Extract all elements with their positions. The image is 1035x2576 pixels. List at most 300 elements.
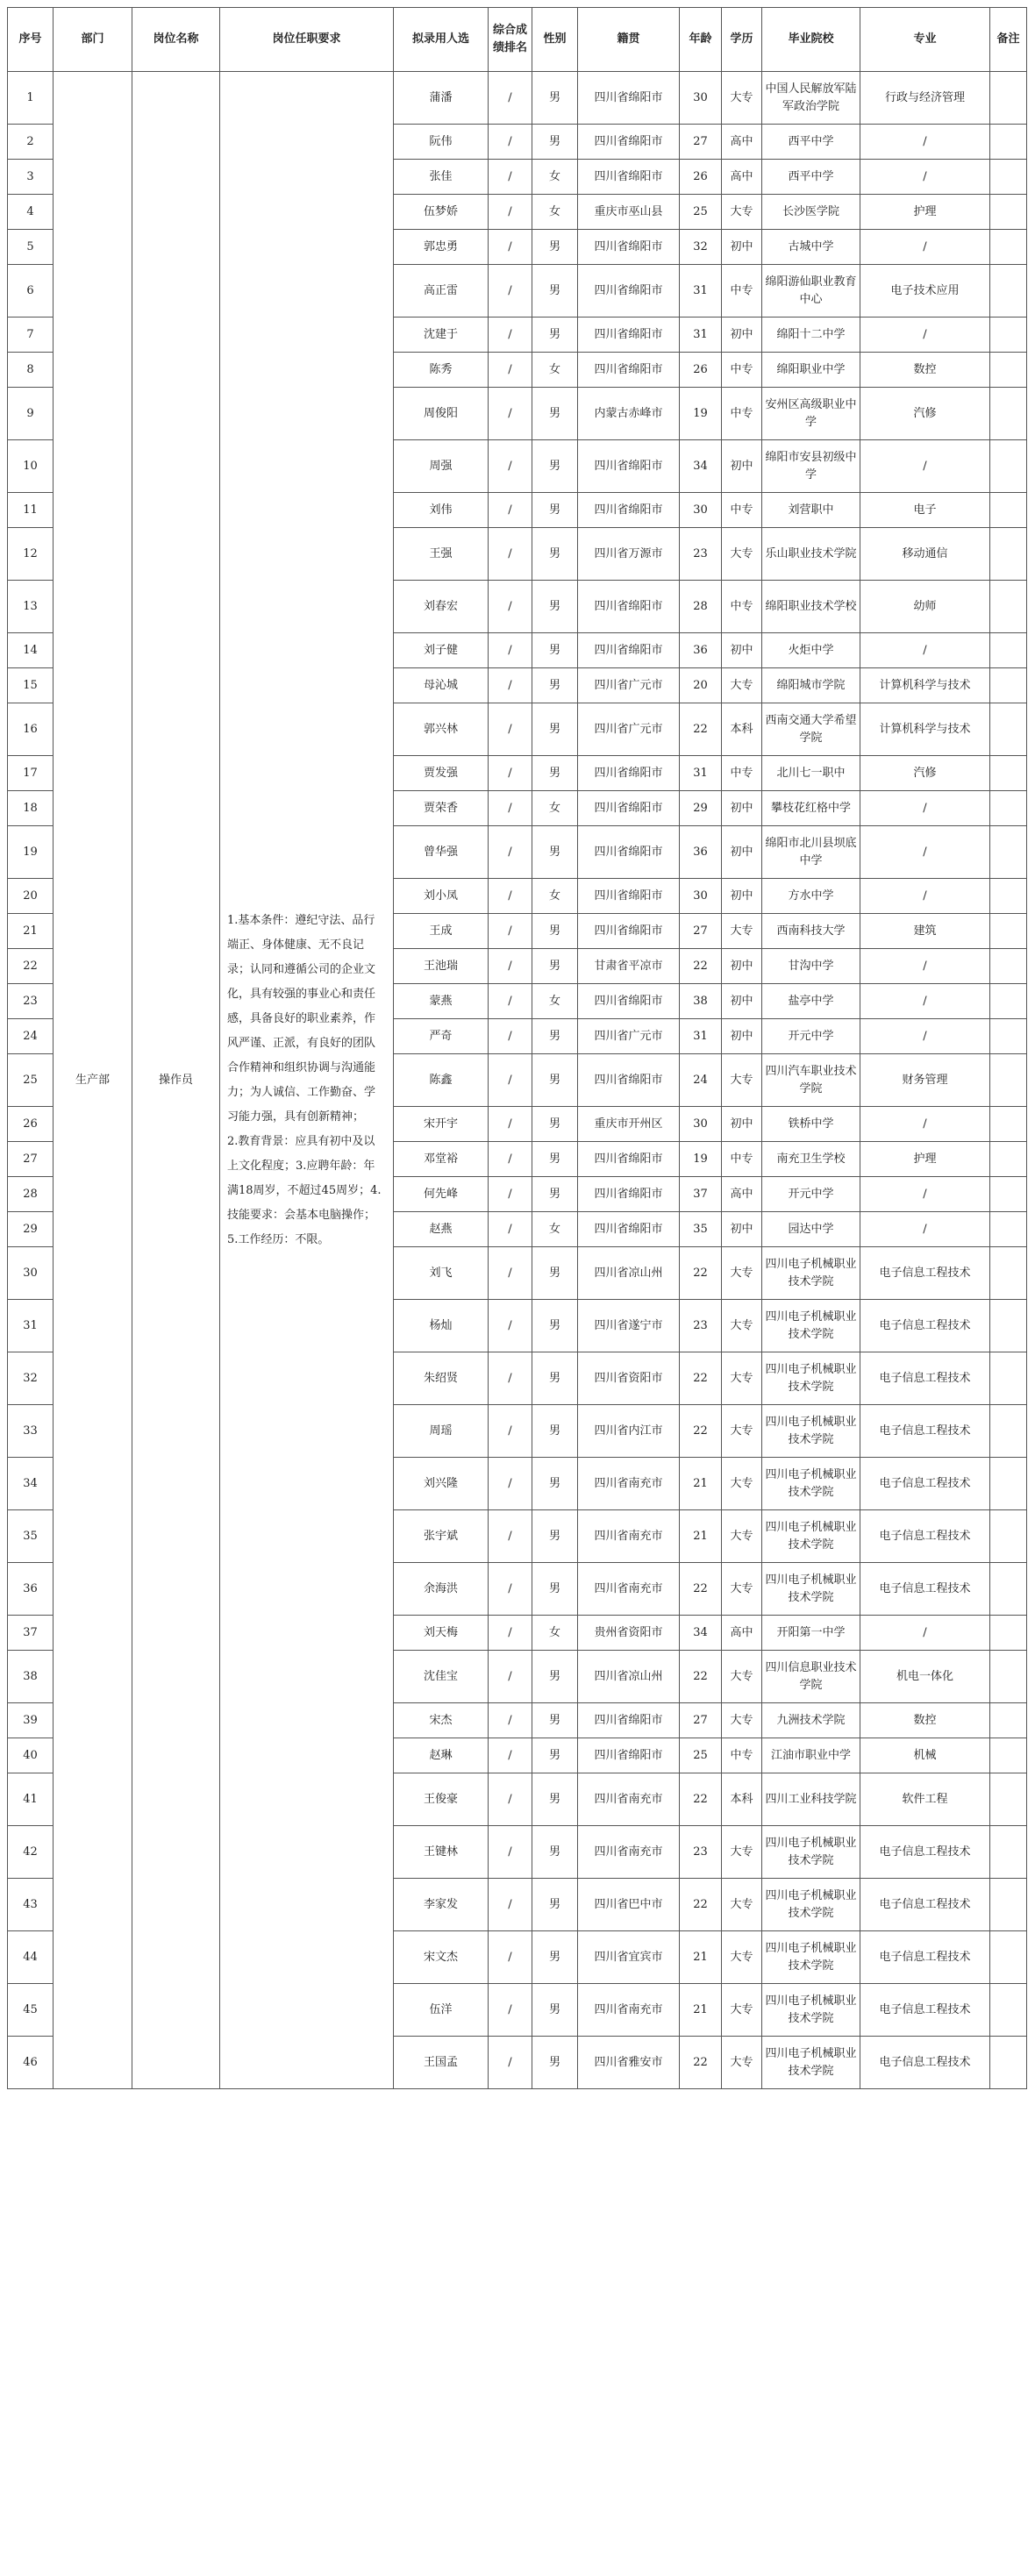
- cell-gender: 男: [532, 581, 578, 633]
- cell-origin: 四川省绵阳市: [578, 265, 680, 318]
- cell-origin: 四川省绵阳市: [578, 440, 680, 493]
- cell-age: 30: [680, 1107, 722, 1142]
- cell-major: 汽修: [860, 388, 990, 440]
- cell-no: 19: [8, 826, 54, 879]
- table-body: [8, 72, 1027, 2089]
- cell-rank: /: [489, 1458, 532, 1510]
- cell-school: 九洲技术学院: [762, 1703, 860, 1738]
- cell-name: 王成: [394, 914, 489, 949]
- cell-origin: 四川省绵阳市: [578, 879, 680, 914]
- cell-no: 7: [8, 318, 54, 353]
- cell-edu: 本科: [722, 1773, 762, 1826]
- cell-age: 22: [680, 1773, 722, 1826]
- cell-origin: 重庆市巫山县: [578, 195, 680, 230]
- cell-name: 郭兴林: [394, 703, 489, 756]
- cell-age: 22: [680, 1651, 722, 1703]
- cell-origin: 四川省绵阳市: [578, 581, 680, 633]
- cell-origin: 四川省南充市: [578, 1826, 680, 1879]
- cell-edu: 中专: [722, 388, 762, 440]
- cell-name: 张佳: [394, 160, 489, 195]
- cell-rank: /: [489, 1616, 532, 1651]
- cell-name: 沈建于: [394, 318, 489, 353]
- cell-gender: 男: [532, 633, 578, 668]
- cell-major: /: [860, 879, 990, 914]
- cell-edu: 初中: [722, 440, 762, 493]
- cell-edu: 中专: [722, 1738, 762, 1773]
- cell-no: 23: [8, 984, 54, 1019]
- cell-gender: 男: [532, 388, 578, 440]
- cell-origin: 四川省广元市: [578, 668, 680, 703]
- cell-no: 9: [8, 388, 54, 440]
- cell-rank: /: [489, 1879, 532, 1931]
- cell-major: 建筑: [860, 914, 990, 949]
- header-cell: 学历: [722, 8, 762, 72]
- cell-edu: 中专: [722, 353, 762, 388]
- cell-note: [990, 318, 1027, 353]
- cell-gender: 男: [532, 703, 578, 756]
- cell-school: 中国人民解放军陆军政治学院: [762, 72, 860, 125]
- cell-name: 邓堂裕: [394, 1142, 489, 1177]
- cell-note: [990, 2037, 1027, 2089]
- cell-gender: 男: [532, 1107, 578, 1142]
- cell-note: [990, 1458, 1027, 1510]
- cell-major: 电子信息工程技术: [860, 1247, 990, 1300]
- cell-gender: 男: [532, 1826, 578, 1879]
- cell-name: 贾发强: [394, 756, 489, 791]
- cell-name: 张宇斌: [394, 1510, 489, 1563]
- cell-school: 绵阳十二中学: [762, 318, 860, 353]
- cell-major: /: [860, 633, 990, 668]
- cell-rank: /: [489, 440, 532, 493]
- cell-origin: 四川省绵阳市: [578, 1054, 680, 1107]
- cell-note: [990, 125, 1027, 160]
- cell-age: 29: [680, 791, 722, 826]
- cell-note: [990, 1773, 1027, 1826]
- cell-major: /: [860, 1616, 990, 1651]
- cell-edu: 初中: [722, 1019, 762, 1054]
- cell-rank: /: [489, 1563, 532, 1616]
- cell-school: 园达中学: [762, 1212, 860, 1247]
- cell-gender: 男: [532, 1458, 578, 1510]
- cell-edu: 初中: [722, 826, 762, 879]
- cell-major: /: [860, 1212, 990, 1247]
- cell-edu: 中专: [722, 1142, 762, 1177]
- cell-major: 电子信息工程技术: [860, 1510, 990, 1563]
- cell-edu: 高中: [722, 1616, 762, 1651]
- cell-name: 刘春宏: [394, 581, 489, 633]
- cell-rank: /: [489, 949, 532, 984]
- cell-major: 电子信息工程技术: [860, 1984, 990, 2037]
- cell-edu: 大专: [722, 72, 762, 125]
- cell-gender: 男: [532, 2037, 578, 2089]
- cell-age: 38: [680, 984, 722, 1019]
- cell-rank: /: [489, 1107, 532, 1142]
- cell-origin: 四川省南充市: [578, 1773, 680, 1826]
- cell-no: 30: [8, 1247, 54, 1300]
- cell-note: [990, 1142, 1027, 1177]
- cell-edu: 初中: [722, 1107, 762, 1142]
- cell-rank: /: [489, 826, 532, 879]
- cell-gender: 女: [532, 1212, 578, 1247]
- cell-gender: 男: [532, 440, 578, 493]
- cell-gender: 男: [532, 1142, 578, 1177]
- cell-origin: 四川省绵阳市: [578, 826, 680, 879]
- cell-school: 四川电子机械职业技术学院: [762, 1247, 860, 1300]
- cell-origin: 四川省绵阳市: [578, 633, 680, 668]
- cell-no: 10: [8, 440, 54, 493]
- cell-school: 西南交通大学希望学院: [762, 703, 860, 756]
- cell-name: 赵燕: [394, 1212, 489, 1247]
- cell-gender: 女: [532, 791, 578, 826]
- cell-note: [990, 72, 1027, 125]
- header-cell: 专业: [860, 8, 990, 72]
- cell-gender: 男: [532, 265, 578, 318]
- cell-rank: /: [489, 230, 532, 265]
- cell-rank: /: [489, 1405, 532, 1458]
- cell-no: 22: [8, 949, 54, 984]
- cell-gender: 男: [532, 1563, 578, 1616]
- cell-origin: 甘肃省平凉市: [578, 949, 680, 984]
- cell-major: 电子信息工程技术: [860, 1931, 990, 1984]
- cell-note: [990, 195, 1027, 230]
- cell-note: [990, 528, 1027, 581]
- cell-major: 机电一体化: [860, 1651, 990, 1703]
- header-cell: 部门: [54, 8, 132, 72]
- cell-rank: /: [489, 1142, 532, 1177]
- cell-origin: 四川省绵阳市: [578, 756, 680, 791]
- cell-note: [990, 668, 1027, 703]
- cell-rank: /: [489, 1738, 532, 1773]
- cell-school: 盐亭中学: [762, 984, 860, 1019]
- cell-origin: 四川省凉山州: [578, 1247, 680, 1300]
- cell-school: 古城中学: [762, 230, 860, 265]
- cell-edu: 初中: [722, 318, 762, 353]
- cell-school: 四川电子机械职业技术学院: [762, 1563, 860, 1616]
- cell-major: 行政与经济管理: [860, 72, 990, 125]
- cell-no: 6: [8, 265, 54, 318]
- cell-age: 25: [680, 1738, 722, 1773]
- cell-edu: 大专: [722, 1510, 762, 1563]
- cell-rank: /: [489, 493, 532, 528]
- cell-edu: 中专: [722, 265, 762, 318]
- cell-age: 28: [680, 581, 722, 633]
- cell-rank: /: [489, 703, 532, 756]
- cell-gender: 男: [532, 1773, 578, 1826]
- cell-edu: 初中: [722, 984, 762, 1019]
- cell-age: 20: [680, 668, 722, 703]
- cell-rank: /: [489, 668, 532, 703]
- cell-major: 财务管理: [860, 1054, 990, 1107]
- cell-name: 沈佳宝: [394, 1651, 489, 1703]
- cell-note: [990, 1177, 1027, 1212]
- cell-gender: 男: [532, 72, 578, 125]
- cell-major: /: [860, 1177, 990, 1212]
- cell-note: [990, 493, 1027, 528]
- cell-note: [990, 879, 1027, 914]
- cell-age: 21: [680, 1458, 722, 1510]
- cell-edu: 中专: [722, 493, 762, 528]
- cell-age: 30: [680, 72, 722, 125]
- cell-no: 44: [8, 1931, 54, 1984]
- cell-rank: /: [489, 1300, 532, 1352]
- cell-major: /: [860, 318, 990, 353]
- cell-school: 四川电子机械职业技术学院: [762, 1300, 860, 1352]
- cell-note: [990, 1879, 1027, 1931]
- cell-note: [990, 1738, 1027, 1773]
- cell-name: 王键林: [394, 1826, 489, 1879]
- cell-school: 开阳第一中学: [762, 1616, 860, 1651]
- cell-rank: /: [489, 353, 532, 388]
- cell-school: 长沙医学院: [762, 195, 860, 230]
- cell-rank: /: [489, 1352, 532, 1405]
- cell-rank: /: [489, 1826, 532, 1879]
- cell-no: 13: [8, 581, 54, 633]
- cell-age: 31: [680, 265, 722, 318]
- cell-origin: 四川省宜宾市: [578, 1931, 680, 1984]
- cell-origin: 四川省绵阳市: [578, 353, 680, 388]
- cell-rank: /: [489, 879, 532, 914]
- cell-gender: 男: [532, 1738, 578, 1773]
- cell-note: [990, 791, 1027, 826]
- cell-origin: 四川省南充市: [578, 1510, 680, 1563]
- cell-edu: 大专: [722, 1352, 762, 1405]
- cell-age: 30: [680, 879, 722, 914]
- cell-school: 西南科技大学: [762, 914, 860, 949]
- cell-name: 周强: [394, 440, 489, 493]
- cell-no: 26: [8, 1107, 54, 1142]
- cell-name: 朱绍贤: [394, 1352, 489, 1405]
- cell-rank: /: [489, 1510, 532, 1563]
- cell-school: 西平中学: [762, 160, 860, 195]
- cell-age: 21: [680, 1510, 722, 1563]
- cell-note: [990, 1931, 1027, 1984]
- cell-note: [990, 1616, 1027, 1651]
- cell-rank: /: [489, 265, 532, 318]
- cell-note: [990, 949, 1027, 984]
- cell-name: 周瑶: [394, 1405, 489, 1458]
- cell-note: [990, 1107, 1027, 1142]
- cell-major: /: [860, 125, 990, 160]
- cell-rank: /: [489, 1773, 532, 1826]
- cell-major: 移动通信: [860, 528, 990, 581]
- cell-origin: 四川省南充市: [578, 1458, 680, 1510]
- cell-edu: 大专: [722, 1405, 762, 1458]
- cell-gender: 男: [532, 125, 578, 160]
- cell-gender: 男: [532, 756, 578, 791]
- cell-school: 开元中学: [762, 1019, 860, 1054]
- cell-edu: 大专: [722, 668, 762, 703]
- cell-school: 四川电子机械职业技术学院: [762, 1984, 860, 2037]
- cell-note: [990, 388, 1027, 440]
- department-cell: 生产部: [54, 72, 132, 2089]
- cell-no: 29: [8, 1212, 54, 1247]
- cell-age: 37: [680, 1177, 722, 1212]
- cell-gender: 男: [532, 1352, 578, 1405]
- cell-gender: 男: [532, 528, 578, 581]
- cell-age: 22: [680, 1879, 722, 1931]
- cell-no: 41: [8, 1773, 54, 1826]
- cell-major: 护理: [860, 1142, 990, 1177]
- cell-origin: 四川省绵阳市: [578, 914, 680, 949]
- cell-origin: 重庆市开州区: [578, 1107, 680, 1142]
- table-row: [8, 72, 1027, 125]
- cell-major: /: [860, 826, 990, 879]
- cell-note: [990, 1984, 1027, 2037]
- cell-rank: /: [489, 2037, 532, 2089]
- cell-age: 22: [680, 1405, 722, 1458]
- cell-gender: 女: [532, 160, 578, 195]
- cell-major: /: [860, 160, 990, 195]
- cell-origin: 四川省绵阳市: [578, 791, 680, 826]
- header-cell: 岗位任职要求: [220, 8, 394, 72]
- cell-rank: /: [489, 633, 532, 668]
- requirement-cell: 1.基本条件：遵纪守法、品行端正、身体健康、无不良记录；认同和遵循公司的企业文化，具有较强的事业心和责任感，具备良好的职业素养，作风严谨、正派，有良好的团队合作精神和组织协调与沟通能力；为人诚信、工作勤奋、学习能力强，具有创新精神； 2.教育背景：应具有初中及以上文化程度；3.应聘年龄：年满18周岁，不超过45周岁；4.技能要求：会基本电脑操作；5.工作经历：不限。: [220, 72, 394, 2089]
- cell-origin: 四川省巴中市: [578, 1879, 680, 1931]
- cell-note: [990, 1054, 1027, 1107]
- cell-age: 27: [680, 914, 722, 949]
- cell-gender: 女: [532, 1616, 578, 1651]
- cell-gender: 男: [532, 1879, 578, 1931]
- cell-name: 阮伟: [394, 125, 489, 160]
- cell-major: 汽修: [860, 756, 990, 791]
- header-cell: 籍贯: [578, 8, 680, 72]
- cell-rank: /: [489, 1984, 532, 2037]
- cell-gender: 男: [532, 1177, 578, 1212]
- cell-note: [990, 1703, 1027, 1738]
- cell-school: 火炬中学: [762, 633, 860, 668]
- cell-school: 刘营职中: [762, 493, 860, 528]
- cell-major: 电子技术应用: [860, 265, 990, 318]
- cell-origin: 四川省绵阳市: [578, 1212, 680, 1247]
- cell-origin: 四川省绵阳市: [578, 1738, 680, 1773]
- cell-gender: 男: [532, 230, 578, 265]
- cell-no: 39: [8, 1703, 54, 1738]
- cell-rank: /: [489, 195, 532, 230]
- cell-age: 19: [680, 388, 722, 440]
- cell-major: 数控: [860, 1703, 990, 1738]
- cell-name: 宋杰: [394, 1703, 489, 1738]
- cell-edu: 大专: [722, 1826, 762, 1879]
- cell-gender: 男: [532, 1054, 578, 1107]
- cell-origin: 四川省广元市: [578, 703, 680, 756]
- cell-rank: /: [489, 984, 532, 1019]
- cell-gender: 男: [532, 1019, 578, 1054]
- cell-age: 22: [680, 703, 722, 756]
- cell-edu: 中专: [722, 756, 762, 791]
- cell-no: 42: [8, 1826, 54, 1879]
- cell-name: 陈秀: [394, 353, 489, 388]
- cell-name: 刘小凤: [394, 879, 489, 914]
- cell-school: 北川七一职中: [762, 756, 860, 791]
- cell-note: [990, 1826, 1027, 1879]
- cell-rank: /: [489, 1177, 532, 1212]
- cell-age: 36: [680, 633, 722, 668]
- cell-age: 22: [680, 1563, 722, 1616]
- cell-gender: 男: [532, 914, 578, 949]
- cell-edu: 大专: [722, 1563, 762, 1616]
- cell-major: 电子信息工程技术: [860, 2037, 990, 2089]
- cell-gender: 男: [532, 1651, 578, 1703]
- cell-age: 35: [680, 1212, 722, 1247]
- cell-gender: 女: [532, 195, 578, 230]
- cell-name: 周俊阳: [394, 388, 489, 440]
- cell-origin: 四川省广元市: [578, 1019, 680, 1054]
- cell-no: 31: [8, 1300, 54, 1352]
- cell-name: 李家发: [394, 1879, 489, 1931]
- cell-school: 安州区高级职业中学: [762, 388, 860, 440]
- cell-gender: 男: [532, 668, 578, 703]
- cell-rank: /: [489, 388, 532, 440]
- cell-rank: /: [489, 125, 532, 160]
- cell-no: 35: [8, 1510, 54, 1563]
- position-cell: 操作员: [132, 72, 220, 2089]
- cell-edu: 大专: [722, 1703, 762, 1738]
- cell-no: 3: [8, 160, 54, 195]
- cell-note: [990, 1352, 1027, 1405]
- cell-no: 25: [8, 1054, 54, 1107]
- cell-school: 四川电子机械职业技术学院: [762, 1405, 860, 1458]
- cell-note: [990, 353, 1027, 388]
- cell-edu: 大专: [722, 2037, 762, 2089]
- cell-no: 4: [8, 195, 54, 230]
- cell-note: [990, 581, 1027, 633]
- cell-edu: 初中: [722, 1212, 762, 1247]
- cell-rank: /: [489, 1651, 532, 1703]
- cell-gender: 男: [532, 1510, 578, 1563]
- cell-note: [990, 826, 1027, 879]
- cell-no: 33: [8, 1405, 54, 1458]
- header-cell: 毕业院校: [762, 8, 860, 72]
- cell-major: /: [860, 230, 990, 265]
- cell-no: 18: [8, 791, 54, 826]
- cell-note: [990, 230, 1027, 265]
- cell-no: 37: [8, 1616, 54, 1651]
- cell-edu: 大专: [722, 1651, 762, 1703]
- cell-name: 郭忠勇: [394, 230, 489, 265]
- cell-no: 43: [8, 1879, 54, 1931]
- cell-age: 24: [680, 1054, 722, 1107]
- cell-rank: /: [489, 756, 532, 791]
- header-cell: 岗位名称: [132, 8, 220, 72]
- cell-school: 四川信息职业技术学院: [762, 1651, 860, 1703]
- cell-origin: 四川省绵阳市: [578, 160, 680, 195]
- cell-name: 宋文杰: [394, 1931, 489, 1984]
- cell-note: [990, 160, 1027, 195]
- cell-edu: 高中: [722, 160, 762, 195]
- cell-major: /: [860, 949, 990, 984]
- cell-origin: 四川省雅安市: [578, 2037, 680, 2089]
- cell-school: 绵阳职业中学: [762, 353, 860, 388]
- cell-name: 王强: [394, 528, 489, 581]
- cell-note: [990, 1405, 1027, 1458]
- cell-name: 刘天梅: [394, 1616, 489, 1651]
- header-row: [8, 8, 1027, 72]
- cell-rank: /: [489, 1703, 532, 1738]
- cell-name: 刘子健: [394, 633, 489, 668]
- cell-no: 21: [8, 914, 54, 949]
- cell-edu: 本科: [722, 703, 762, 756]
- cell-no: 36: [8, 1563, 54, 1616]
- cell-school: 南充卫生学校: [762, 1142, 860, 1177]
- cell-age: 31: [680, 1019, 722, 1054]
- cell-major: 电子信息工程技术: [860, 1405, 990, 1458]
- cell-school: 绵阳职业技术学校: [762, 581, 860, 633]
- cell-age: 26: [680, 353, 722, 388]
- cell-school: 江油市职业中学: [762, 1738, 860, 1773]
- cell-gender: 男: [532, 1405, 578, 1458]
- cell-gender: 男: [532, 826, 578, 879]
- cell-major: 电子信息工程技术: [860, 1352, 990, 1405]
